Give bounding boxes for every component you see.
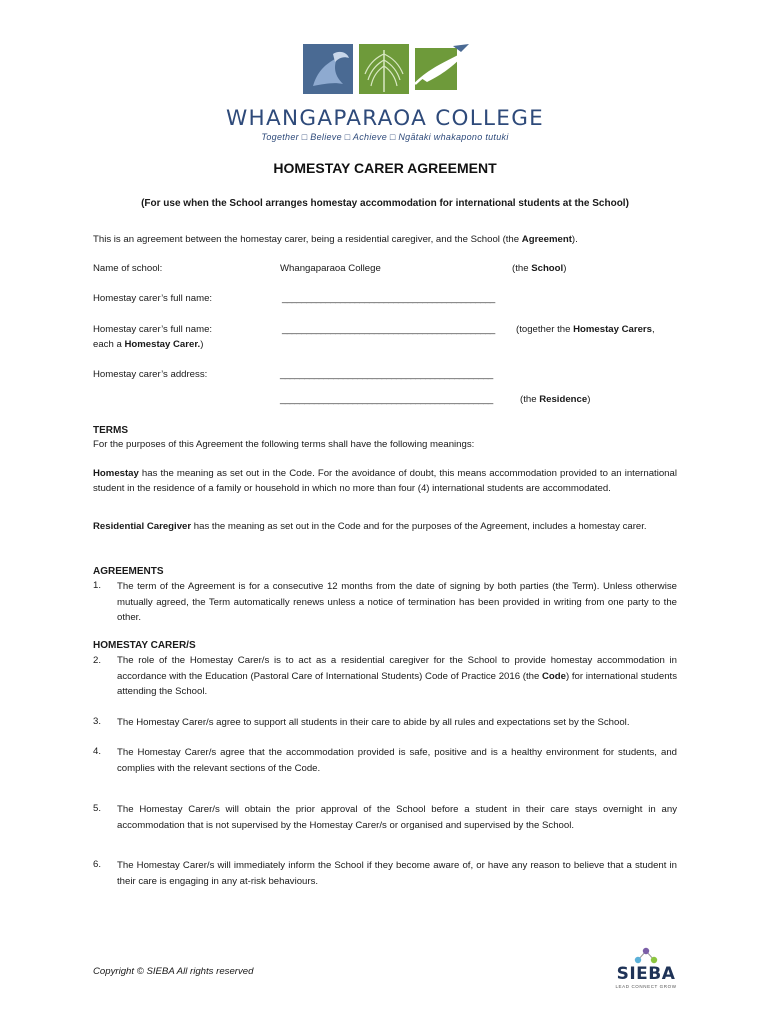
copyright-notice: Copyright © SIEBA All rights reserved [93, 966, 254, 977]
page-subtitle: (For use when the School arranges homestay accommodation for international students at the School) [141, 198, 629, 209]
homestay-carers-heading: HOMESTAY CARER/S [93, 640, 196, 651]
caregiver-definition: Residential Caregiver has the meaning as set out in the Code and for the purposes of the Agreement, includes a homestay carer. [93, 521, 647, 532]
address-field-line2[interactable]: ____________________________________________ [280, 394, 493, 405]
carer1-label: Homestay carer’s full name: [93, 293, 213, 304]
list-item: The Homestay Carer/s will obtain the prior approval of the School before a student in their care stays overnight in any accommodation that is not supervised by the Homestay Carer/s or organised and supervised by the School. [117, 804, 677, 831]
sieba-tagline: LEAD CONNECT GROW [615, 984, 677, 989]
terms-intro: For the purposes of this Agreement the following terms shall have the following meanings: [93, 439, 475, 450]
list-item: The role of the Homestay Carer/s is to act as a residential caregiver for the School to provide homestay accommodation in accordance with the Education (Pastoral Care of International Students) Code of Practice 2016 (the Code) for international students attending the School. [117, 655, 677, 697]
carers-defined-term: (together the Homestay Carers, [516, 324, 655, 335]
sieba-molecule-icon [614, 946, 678, 966]
page-title: HOMESTAY CARER AGREEMENT [273, 160, 497, 176]
list-item-number: 2. [93, 655, 102, 666]
list-item: The Homestay Carer/s agree to support all students in their care to abide by all rules and expectations set by the School. [117, 717, 630, 728]
carer2-label: Homestay carer’s full name: [93, 324, 213, 335]
carer-defined-term: each a Homestay Carer.) [93, 339, 204, 350]
residence-defined-term: (the Residence) [520, 394, 591, 405]
college-name: WHANGAPARAOA COLLEGE [225, 106, 545, 131]
school-value: Whangaparaoa College [280, 263, 381, 274]
agreements-heading: AGREEMENTS [93, 566, 164, 577]
intro-text: This is an agreement between the homestay carer, being a residential caregiver, and the School (the [93, 234, 522, 245]
intro-text-end: ). [571, 234, 578, 245]
college-tagline: Together □ Believe □ Achieve □ Ngātaki whakapono tutuki [261, 132, 509, 142]
homestay-definition: Homestay has the meaning as set out in the Code. For the avoidance of doubt, this means accommodation provided to an international student in the residence of a family or household in which no more than four (4) international students are accommodated. [93, 468, 677, 494]
list-item: The term of the Agreement is for a consecutive 12 months from the date of signing by both parties (the Term). Unless otherwise mutually agreed, the Term automatically renews unless a notice of termination has been provided in writing from one party to the other. [117, 581, 677, 623]
list-item: The Homestay Carer/s will immediately inform the School if they become aware of, or have any reason to believe that a student in their care is engaging in any at-risk behaviours. [117, 860, 677, 887]
address-field-line1[interactable]: ____________________________________________ [280, 369, 493, 380]
carer1-name-field[interactable]: ____________________________________________ [282, 293, 495, 304]
intro-defined-term: Agreement [521, 234, 572, 245]
list-item-number: 4. [93, 746, 102, 757]
school-label: Name of school: [93, 263, 163, 274]
terms-heading: TERMS [93, 425, 128, 436]
address-label: Homestay carer’s address: [93, 369, 208, 380]
carer2-name-field[interactable]: ____________________________________________ [282, 324, 495, 335]
intro-paragraph [93, 232, 578, 247]
list-item-number: 1. [93, 580, 102, 591]
list-item: The Homestay Carer/s agree that the accommodation provided is safe, positive and is a healthy environment for students, and complies with the relevant sections of the Code. [117, 747, 677, 774]
sieba-wordmark: SIEBA [616, 964, 676, 984]
school-defined-term: (the School) [512, 263, 567, 274]
list-item-number: 6. [93, 859, 102, 870]
logo-emblem-icon [303, 44, 473, 94]
list-item-number: 3. [93, 716, 102, 727]
sieba-logo [614, 946, 678, 990]
list-item-number: 5. [93, 803, 102, 814]
